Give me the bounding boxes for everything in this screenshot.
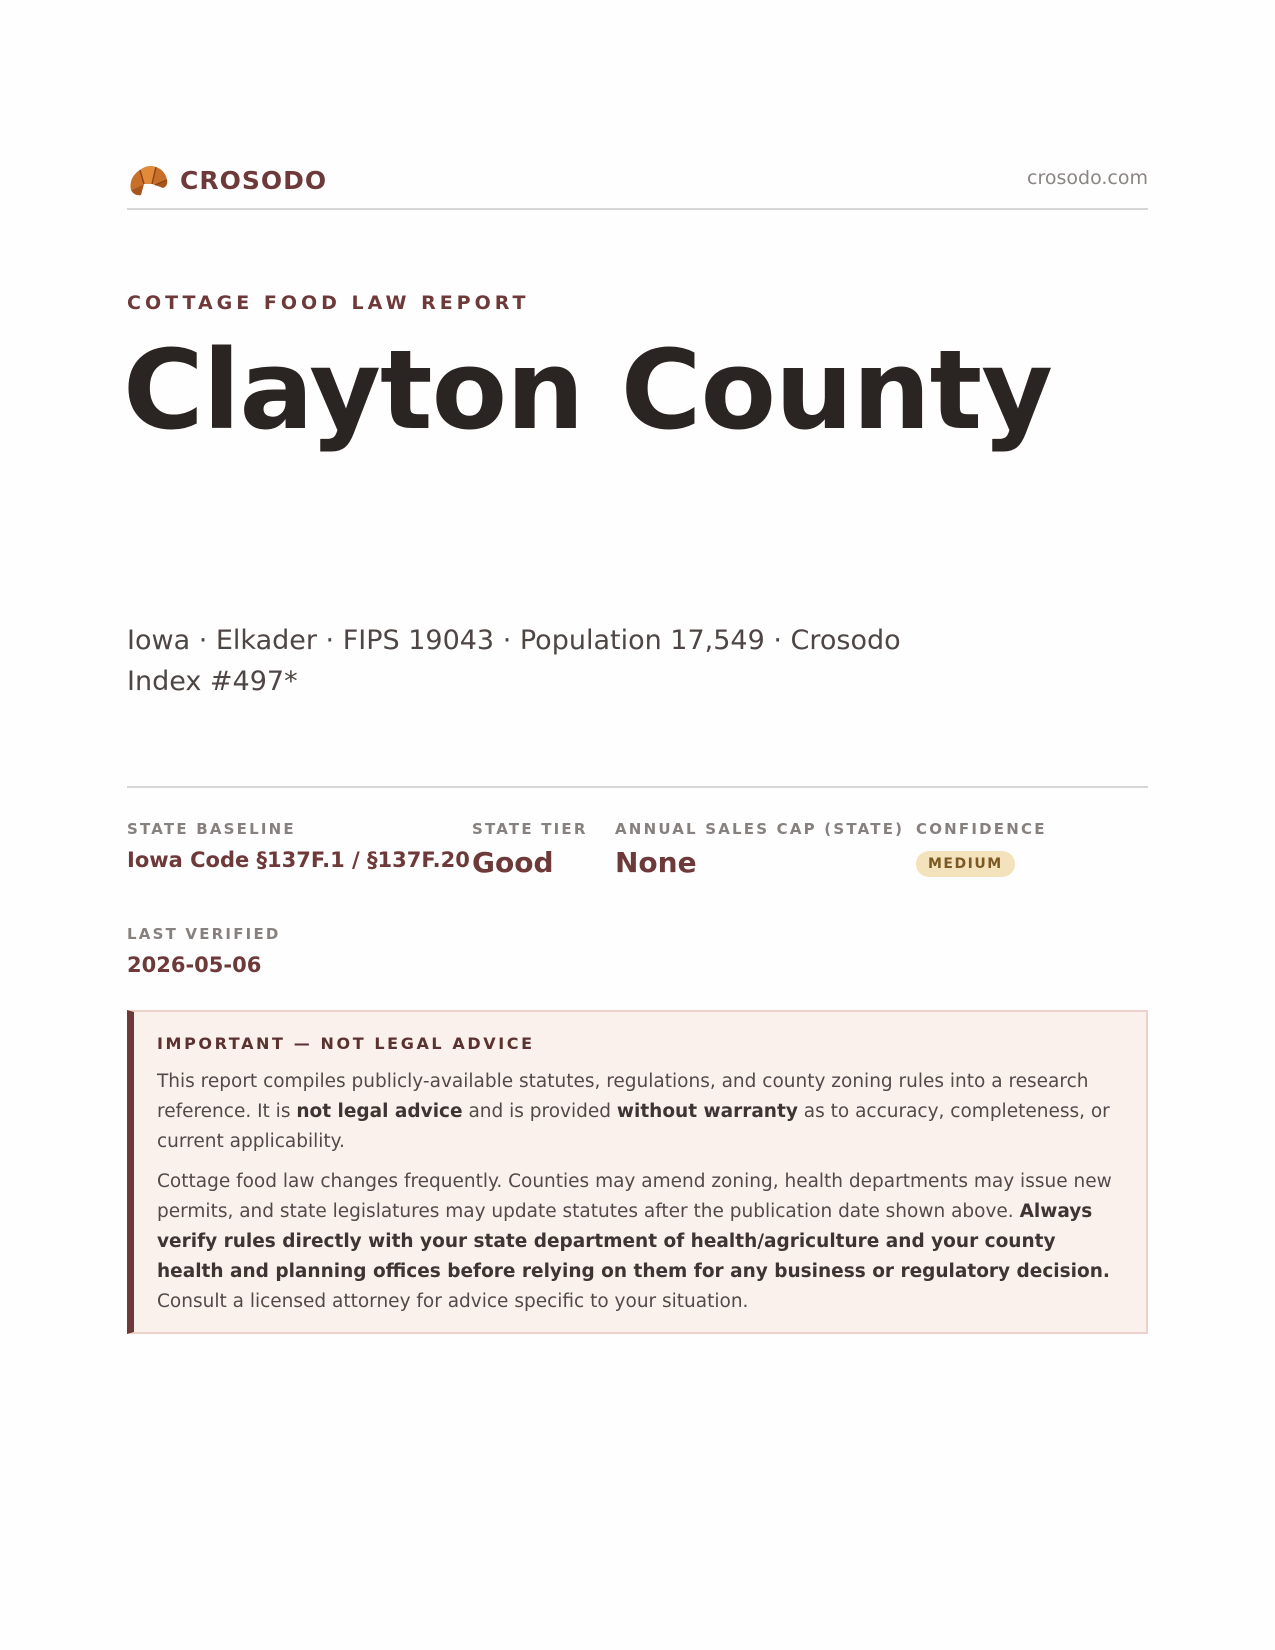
report-header — [127, 158, 1148, 210]
site-url[interactable]: crosodo.com — [1027, 167, 1148, 189]
notice-text: This report compiles publicly-available statutes, regulations, and county zoning rules into a research reference. It is — [157, 1071, 1089, 1122]
stat-value: Good — [472, 846, 554, 879]
legal-notice — [127, 1010, 1148, 1334]
stat-state-baseline — [127, 820, 470, 872]
stat-annual-sales-cap — [615, 820, 904, 879]
stat-confidence — [916, 820, 1047, 877]
report-subtitle: Iowa · Elkader · FIPS 19043 · Population 17,549 · Crosodo Index #497* — [127, 625, 901, 697]
divider — [127, 786, 1148, 788]
notice-paragraph-1 — [157, 1067, 1120, 1157]
report-eyebrow: COTTAGE FOOD LAW REPORT — [127, 292, 530, 314]
stat-label: STATE BASELINE — [127, 820, 296, 838]
notice-text: and is provided — [462, 1101, 617, 1122]
report-title: Clayton County — [123, 326, 1052, 454]
confidence-badge: MEDIUM — [916, 851, 1015, 877]
stat-state-tier — [472, 820, 588, 879]
brand-name: CROSODO — [180, 165, 328, 195]
notice-text: Cottage food law changes frequently. Counties may amend zoning, health departments may issue new permits, and state legislatures may update statutes after the publication date shown above. — [157, 1171, 1112, 1222]
stat-value: Iowa Code §137F.1 / §137F.20 — [127, 848, 470, 872]
stat-label: LAST VERIFIED — [127, 925, 281, 943]
notice-text: Consult a licensed attorney for advice specific to your situation. — [157, 1291, 749, 1312]
stat-label: STATE TIER — [472, 820, 588, 838]
notice-paragraph-2 — [157, 1167, 1120, 1317]
notice-emphasis: without warranty — [616, 1101, 798, 1122]
stat-last-verified — [127, 925, 281, 977]
notice-heading: IMPORTANT — NOT LEGAL ADVICE — [157, 1034, 535, 1053]
stat-label: ANNUAL SALES CAP (STATE) — [615, 820, 905, 838]
notice-emphasis: not legal advice — [296, 1101, 463, 1122]
stat-value: None — [615, 846, 697, 879]
stat-value: 2026-05-06 — [127, 953, 262, 977]
notice-text: as to accuracy, completeness, or current applicability. — [157, 1101, 1110, 1152]
stat-label: CONFIDENCE — [916, 820, 1047, 838]
croissant-icon — [127, 160, 169, 200]
brand[interactable] — [127, 160, 327, 200]
notice-emphasis: Always verify rules directly with your state department of health/agriculture and your county health and planning offices before relying on them for any business or regulatory decision. — [157, 1201, 1110, 1282]
